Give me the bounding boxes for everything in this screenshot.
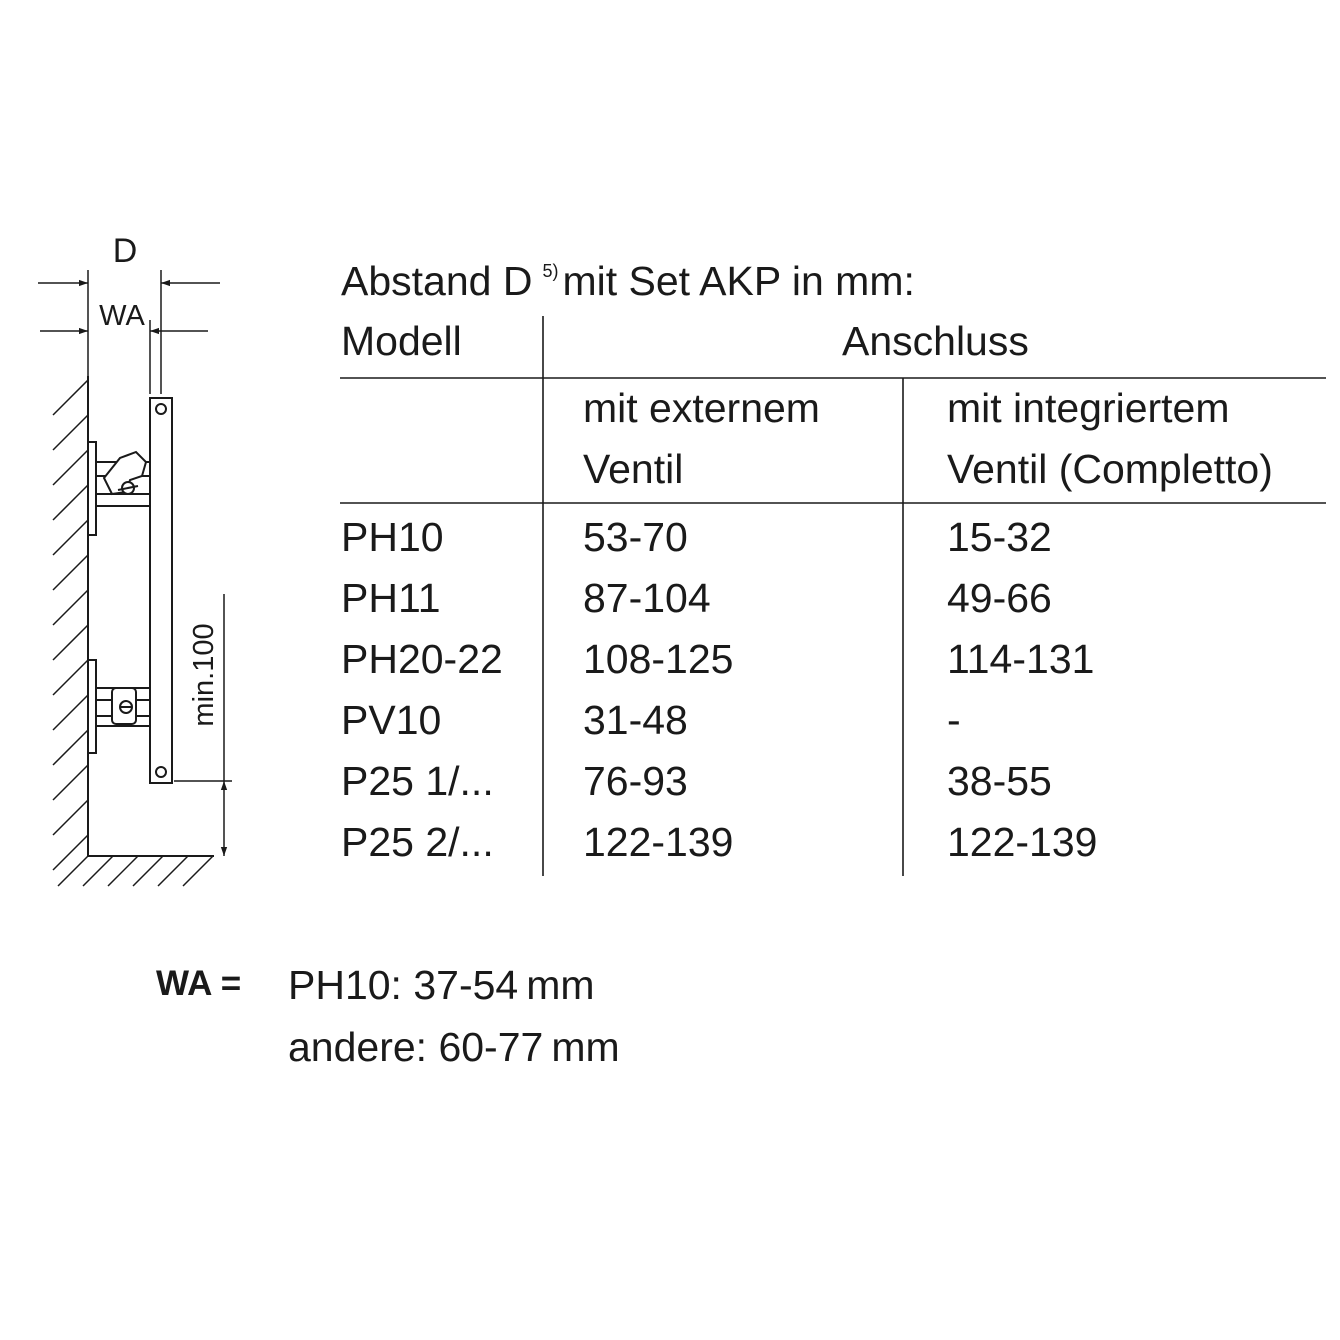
sub-external-line2: Ventil: [583, 446, 684, 492]
row-external: 31-48: [583, 697, 688, 743]
row-integrated: 15-32: [947, 514, 1052, 560]
wa-note-line2: [288, 1022, 620, 1072]
label-min: min.100: [188, 623, 220, 727]
row-model: P25 1/...: [341, 758, 494, 804]
table-title: [341, 246, 915, 306]
sub-external-line1: mit externem: [583, 385, 820, 431]
label-wa: WA: [99, 300, 145, 332]
row-integrated: 114-131: [947, 636, 1095, 682]
row-model: PV10: [341, 697, 442, 743]
row-integrated: 49-66: [947, 575, 1052, 621]
label-d: D: [112, 232, 138, 270]
row-model: PH20-22: [341, 636, 503, 682]
title-footnote: 5): [542, 261, 559, 281]
row-external: 76-93: [583, 758, 688, 804]
row-external: 87-104: [583, 575, 711, 621]
radiator-panel: [150, 398, 172, 783]
wall-hatching: [53, 380, 88, 870]
upper-bracket: [88, 442, 150, 535]
title-main: Abstand D: [341, 258, 533, 304]
row-integrated: 122-139: [947, 819, 1098, 865]
row-integrated: 38-55: [947, 758, 1052, 804]
row-external: 122-139: [583, 819, 734, 865]
wa-note-line2-unit: mm: [551, 1024, 620, 1070]
header-model: Modell: [341, 318, 462, 364]
wa-note-line1-value: PH10: 37-54: [288, 962, 519, 1008]
row-model: PH11: [341, 575, 441, 621]
wa-note-label: WA =: [156, 964, 242, 1003]
row-external: 53-70: [583, 514, 688, 560]
sub-integrated-line2: Ventil (Completto): [947, 446, 1273, 492]
row-integrated: -: [947, 697, 961, 743]
title-rest: mit Set AKP in mm:: [562, 258, 915, 304]
dimension-d: [38, 270, 220, 394]
wa-note-line1-unit: mm: [526, 962, 595, 1008]
wa-note-line1: [288, 960, 595, 1010]
lower-bracket: [88, 660, 150, 753]
floor-hatching: [58, 856, 213, 886]
header-connection: Anschluss: [842, 318, 1029, 364]
row-external: 108-125: [583, 636, 734, 682]
row-model: PH10: [341, 514, 444, 560]
row-model: P25 2/...: [341, 819, 494, 865]
sub-integrated-line1: mit integriertem: [947, 385, 1230, 431]
wa-note-line2-value: andere: 60-77: [288, 1024, 544, 1070]
